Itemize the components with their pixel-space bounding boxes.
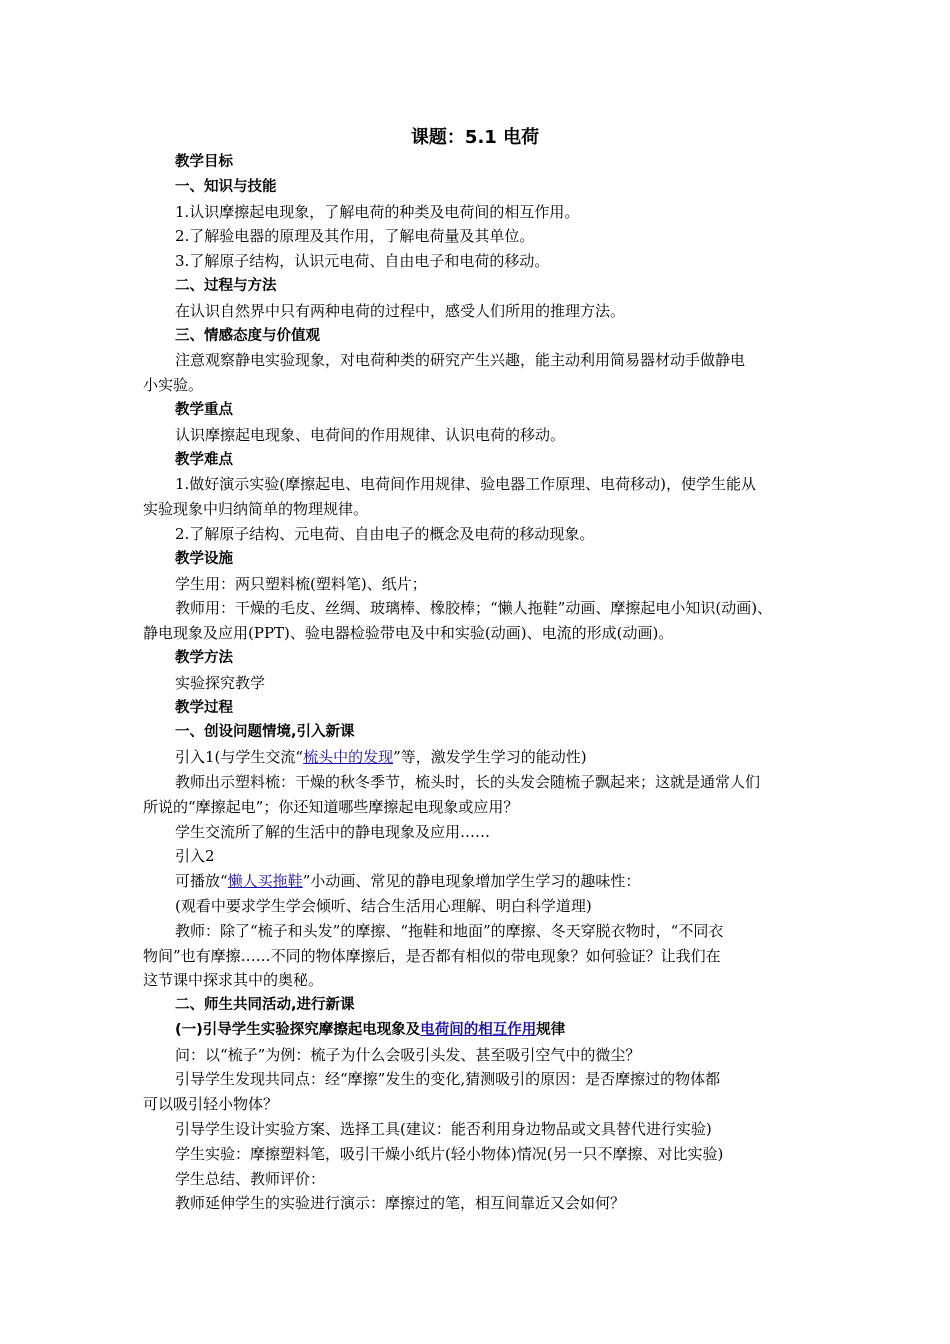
text-fragment: ”小动画、常见的静电现象增加学生学习的趣味性： [302, 872, 641, 891]
section-heading: 教学方法 [175, 649, 233, 666]
body-line: 2.了解验电器的原理及其作用，了解电荷量及其单位。 [175, 227, 535, 246]
body-line: (观看中要求学生学会倾听、结合生活用心理解、明白科学道理) [175, 896, 592, 915]
body-line: 教师：除了“梳子和头发”的摩擦、“拖鞋和地面”的摩擦、冬天穿脱衣物时，“不同衣 [175, 921, 724, 940]
body-line: 1.做好演示实验(摩擦起电、电荷间作用规律、验电器工作原理、电荷移动)，使学生能从 [175, 475, 757, 494]
section-heading: 教学目标 [175, 154, 233, 170]
section-heading: 教学设施 [175, 550, 233, 567]
body-line: 教师出示塑料梳：干燥的秋冬季节，梳头时，长的头发会随梳子飘起来；这就是通常人们 [175, 772, 761, 791]
body-line: 引入2 [175, 847, 215, 866]
body-line: 学生用：两只塑料梳(塑料笔)、纸片； [175, 574, 427, 593]
body-line: 所说的“摩擦起电”；你还知道哪些摩擦起电现象或应用？ [143, 797, 519, 816]
body-line: 引导学生发现共同点：经“摩擦”发生的变化,猜测吸引的原因：是否摩擦过的物体都 [175, 1070, 721, 1089]
document-title: 课题：5.1 电荷 [410, 127, 540, 148]
section-heading [143, 1018, 813, 1043]
body-line: 1.认识摩擦起电现象，了解电荷的种类及电荷间的相互作用。 [175, 202, 580, 221]
text-fragment: (一)引导学生实验探究摩擦起电现象及 [175, 1021, 421, 1038]
section-heading: 一、知识与技能 [175, 178, 277, 195]
body-line: 可以吸引轻小物体？ [143, 1095, 279, 1114]
body-line: 问：以“梳子”为例：梳子为什么会吸引头发、甚至吸引空气中的微尘？ [175, 1045, 641, 1064]
body-line: 3.了解原子结构，认识元电荷、自由电子和电荷的移动。 [175, 252, 550, 271]
body-line: 2.了解原子结构、元电荷、自由电子的概念及电荷的移动现象。 [175, 524, 595, 543]
body-line: 教师用：干燥的毛皮、丝绸、玻璃棒、橡胶棒；“懒人拖鞋”动画、摩擦起电小知识(动画)、 [175, 599, 773, 618]
section-heading: 二、过程与方法 [175, 277, 277, 294]
text-fragment: 规律 [536, 1021, 566, 1038]
text-fragment: 引入1(与学生交流“ [175, 748, 304, 767]
body-line: 教师延伸学生的实验进行演示：摩擦过的笔，相互间靠近又会如何？ [175, 1194, 626, 1213]
section-heading: 教学重点 [175, 401, 233, 418]
body-line [143, 869, 813, 894]
section-heading: 三、情感态度与价值观 [175, 327, 320, 344]
body-line: 认识摩擦起电现象、电荷间的作用规律、认识电荷的移动。 [175, 425, 566, 444]
hyperlink[interactable]: 电荷间的相互作用 [420, 1021, 537, 1038]
text-fragment: 可播放“ [175, 872, 228, 891]
body-line: 在认识自然界中只有两种电荷的过程中，感受人们所用的推理方法。 [175, 301, 626, 320]
body-line: 学生实验：摩擦塑料笔，吸引干燥小纸片(轻小物体)情况(另一只不摩擦、对比实验) [175, 1144, 724, 1163]
body-line: 学生交流所了解的生活中的静电现象及应用…… [175, 822, 491, 841]
hyperlink[interactable]: 梳头中的发现 [303, 748, 394, 767]
body-line: 实验现象中归纳简单的物理规律。 [143, 500, 369, 519]
section-heading: 教学难点 [175, 451, 233, 468]
body-line: 静电现象及应用(PPT)、验电器检验带电及中和实验(动画)、电流的形成(动画)。 [143, 624, 674, 643]
body-line: 注意观察静电实验现象，对电荷种类的研究产生兴趣，能主动利用简易器材动手做静电 [175, 351, 746, 370]
section-heading: 二、师生共同活动,进行新课 [175, 997, 355, 1014]
text-fragment: ”等，激发学生学习的能动性) [393, 748, 587, 767]
body-line [143, 745, 813, 770]
section-heading: 一、创设问题情境,引入新课 [175, 724, 355, 741]
body-line: 这节课中探求其中的奥秘。 [143, 971, 324, 990]
document-body [143, 150, 813, 1216]
body-line: 引导学生设计实验方案、选择工具(建议：能否利用身边物品或文具替代进行实验) [175, 1120, 712, 1139]
body-line: 物间”也有摩擦……不同的物体摩擦后，是否都有相似的带电现象？如何验证？让我们在 [143, 946, 721, 965]
hyperlink[interactable]: 懒人买拖鞋 [227, 872, 303, 891]
body-line: 小实验。 [143, 376, 204, 395]
body-line: 实验探究教学 [175, 673, 266, 692]
section-heading: 教学过程 [175, 699, 233, 716]
body-line: 学生总结、教师评价： [175, 1169, 326, 1188]
